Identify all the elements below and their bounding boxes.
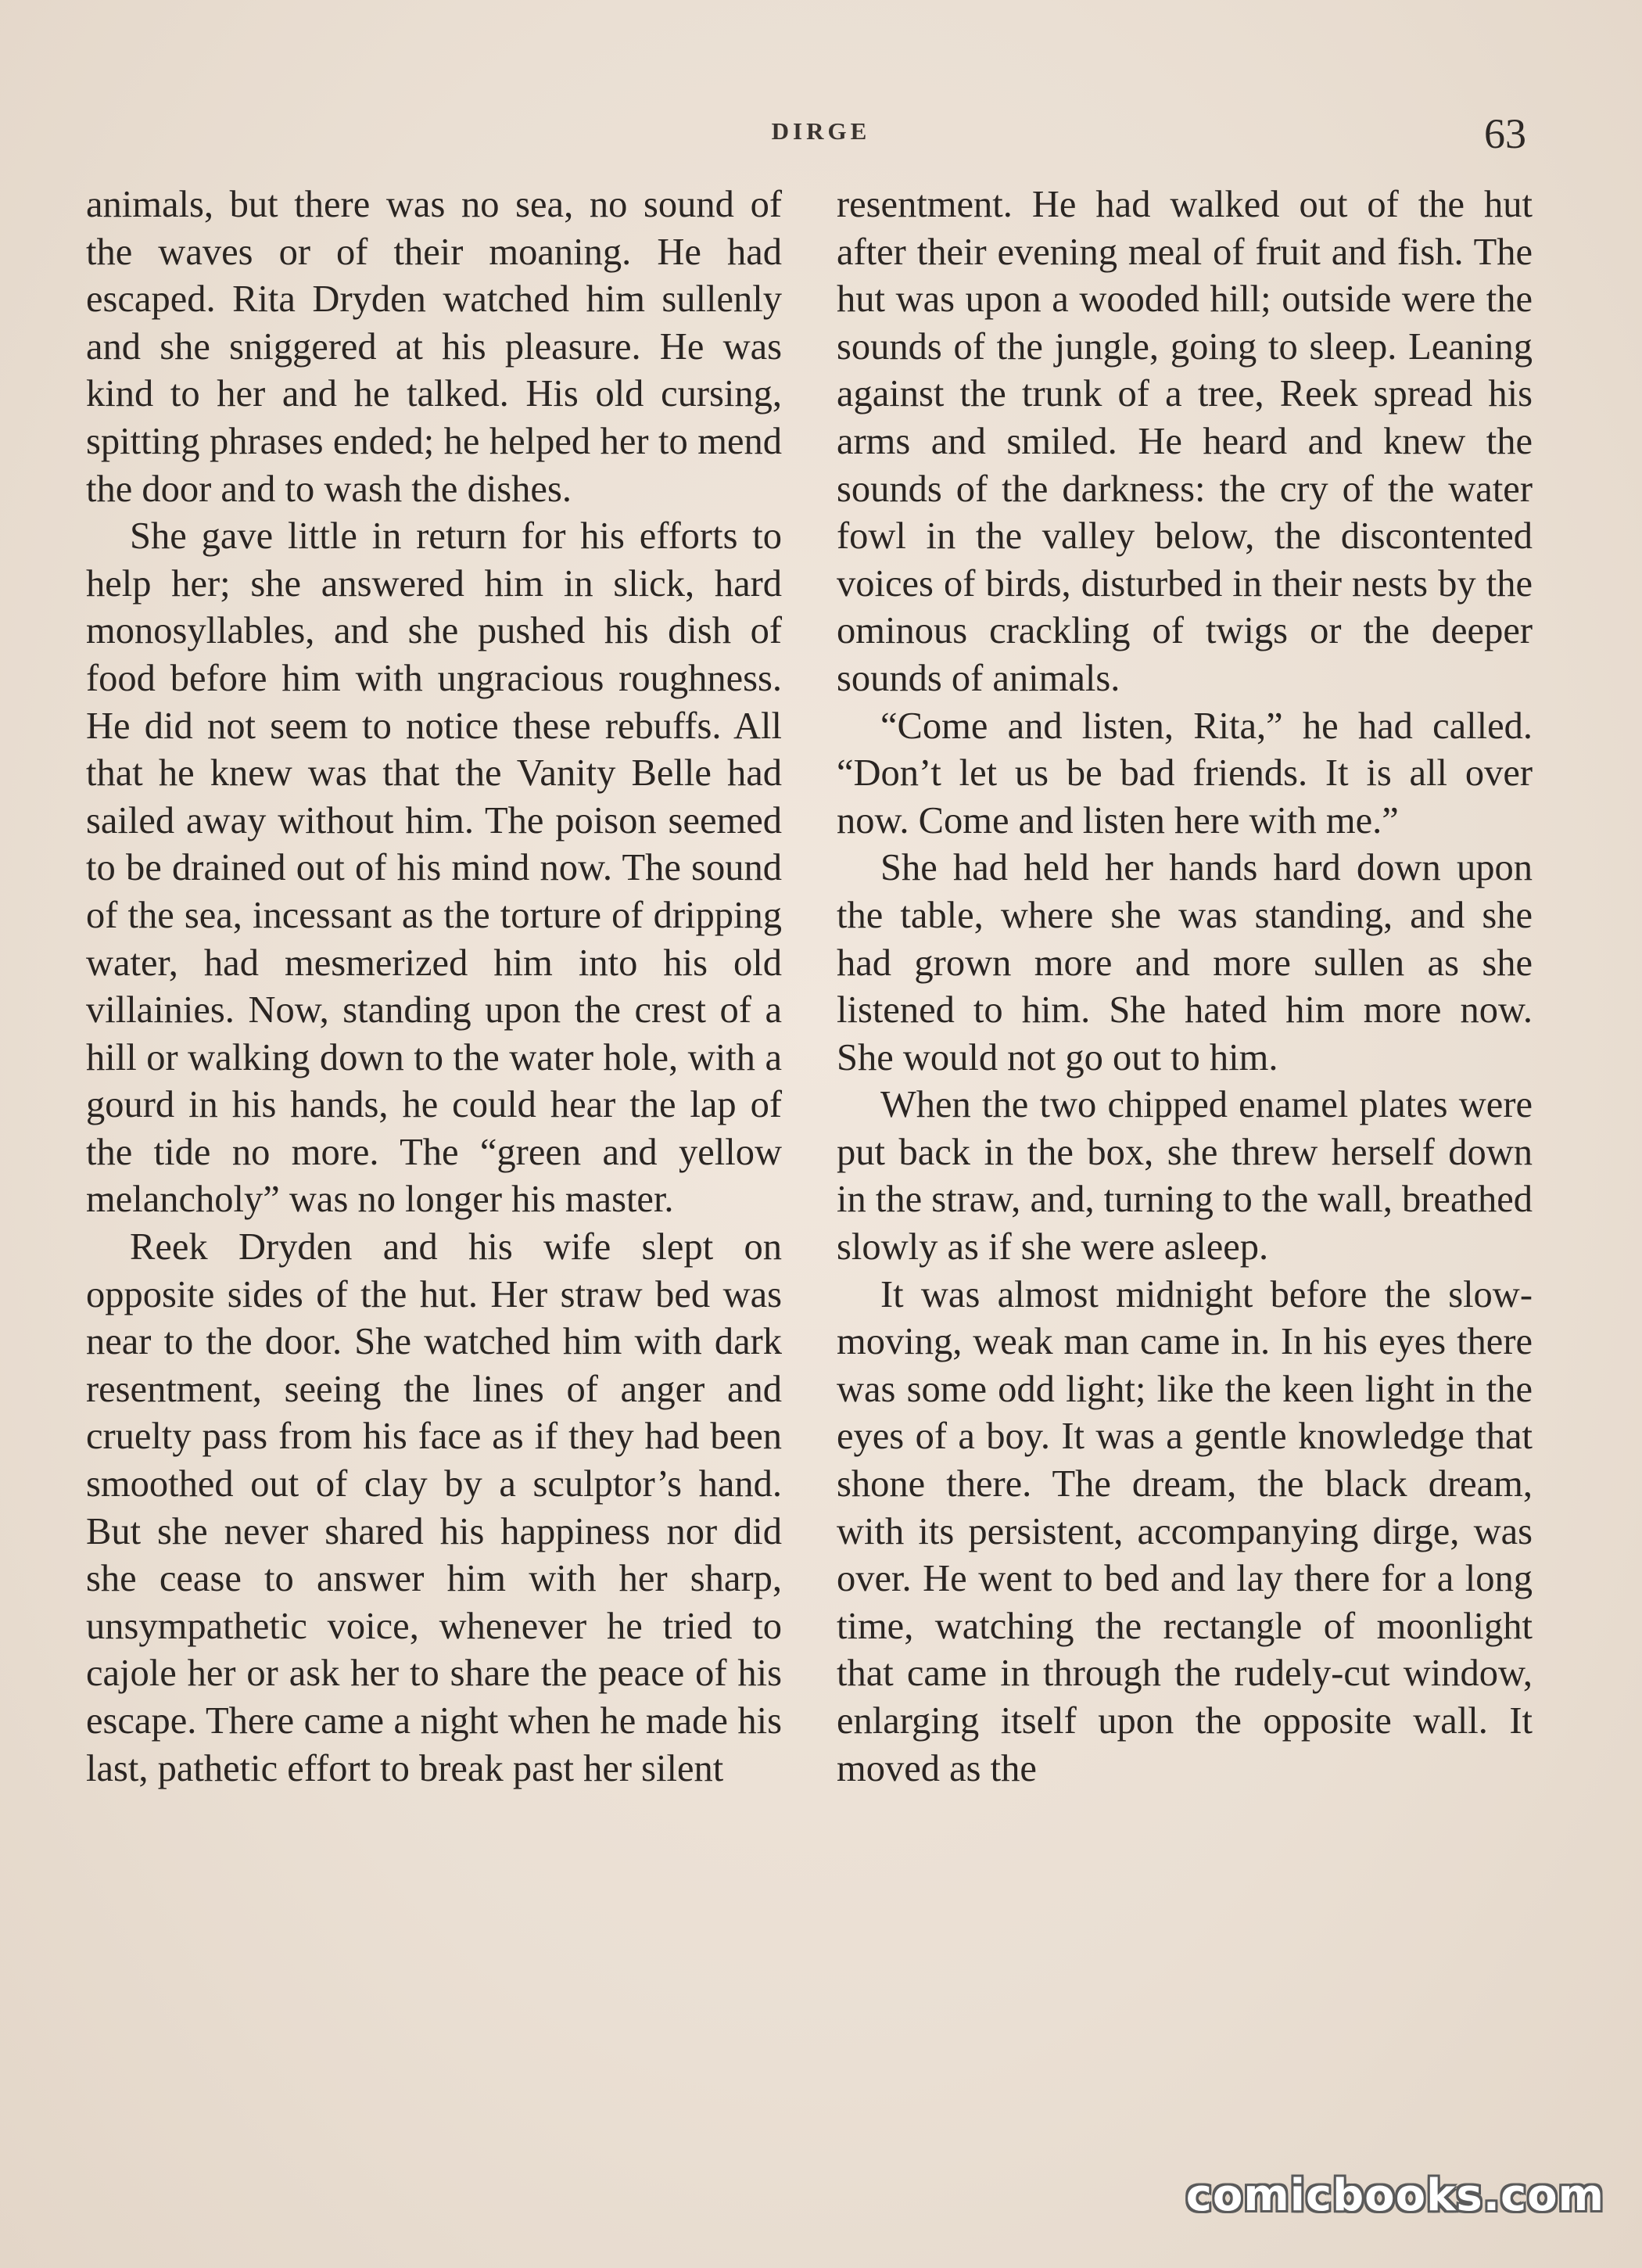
- running-head: DIRGE: [771, 117, 871, 145]
- paragraph: She gave little in return for his efforts to help her; she answered him in slick, hard monosyllables, and she pushed his dish of food before him with ungracious roughness. He did not seem to notice these rebuffs. All that he knew was that the Vanity Belle had sailed away without him. The poison seemed to be drained out of his mind now. The sound of the sea, incessant as the torture of dripping water, had mesmerized him into his old villainies. Now, standing upon the crest of a hill or walking down to the water hole, with a gourd in his hands, he could hear the lap of the tide no more. The “green and yellow melancholy” was no longer his master.: [86, 515, 782, 1221]
- paragraph: When the two chipped enamel plates were put back in the box, she threw herself down in the straw, and, turning to the wall, breathed slowly as if she were asleep.: [837, 1084, 1533, 1269]
- paragraph: resentment. He had walked out of the hut after their evening meal of fruit and fish. The hut was upon a wooded hill; outside were the sounds of the jungle, going to sleep. Leaning against the trunk of a tree, Reek spread his arms and smiled. He heard and knew the sounds of the darkness: the cry of the water fowl in the valley below, the discontented voices of birds, disturbed in their nests by the ominous crackling of twigs or the deeper sounds of animals.: [837, 184, 1533, 699]
- paragraph: animals, but there was no sea, no sound of the waves or of their moaning. He had escaped. Rita Dryden watched him sullenly and she sniggered at his pleasure. He was kind to her and he talked. His old cursing, spitting phrases ended; he helped her to mend the door and to wash the dishes.: [86, 184, 782, 510]
- paragraph: “Come and listen, Rita,” he had called. “Don’t let us be bad friends. It is all over now. Come and listen here with me.”: [837, 705, 1533, 842]
- paragraph: She had held her hands hard down upon the table, where she was standing, and she had grown more and more sullen as she listened to him. She hated him more now. She would not go out to him.: [837, 847, 1533, 1078]
- paragraph: Reek Dryden and his wife slept on opposite sides of the hut. Her straw bed was near to the door. She watched him with dark resentment, seeing the lines of anger and cruelty pass from his face as if they had been smoothed out of clay by a sculptor’s hand. But she never shared his happiness nor did she cease to answer him with her sharp, unsympathetic voice, whenever he tried to cajole her or ask her to share the peace of his escape. There came a night when he made his last, pathetic effort to break past her silent: [86, 1226, 782, 1789]
- left-column: [86, 181, 782, 1793]
- page-number: 63: [1484, 110, 1526, 157]
- paragraph: It was almost midnight before the slow-moving, weak man came in. In his eyes there was some odd light; like the keen light in the eyes of a boy. It was a gentle knowledge that shone there. The dream, the black dream, with its persistent, accompanying dirge, was over. He went to bed and lay there for a long time, watching the rectangle of moonlight that came in through the rudely-cut window, enlarging itself upon the opposite wall. It moved as the: [837, 1273, 1533, 1789]
- right-column: [837, 181, 1533, 1793]
- watermark: comicbooks.com: [1185, 2170, 1604, 2221]
